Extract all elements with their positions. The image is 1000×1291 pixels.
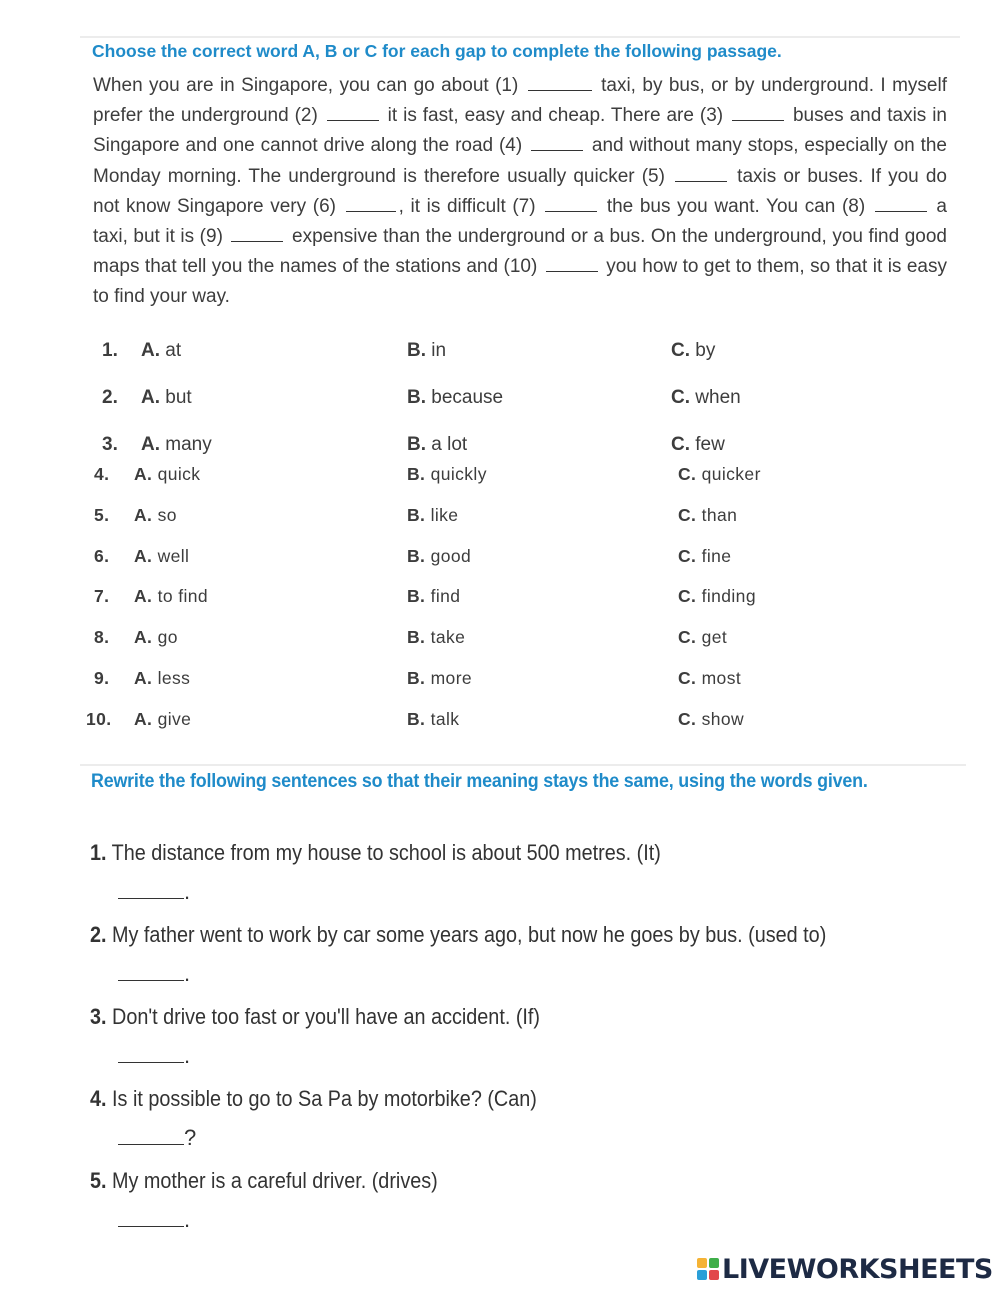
rewrite-sentence: [90, 840, 661, 866]
option-letter: C.: [678, 627, 697, 647]
option-b[interactable]: [407, 627, 465, 648]
answer-punctuation: .: [184, 961, 191, 986]
option-letter: B.: [407, 434, 426, 455]
top-divider: [80, 36, 960, 38]
option-letter: A.: [134, 464, 153, 484]
answer-blank[interactable]: [118, 1124, 184, 1145]
option-c[interactable]: [671, 340, 715, 362]
option-text: quicker: [701, 464, 761, 484]
option-text: give: [157, 709, 192, 729]
option-letter: A.: [141, 340, 160, 361]
option-text: like: [430, 505, 459, 525]
passage-gap[interactable]: [531, 136, 583, 151]
passage-text: When you are in Singapore, you can go about (1): [93, 75, 525, 96]
option-text: quick: [157, 464, 201, 484]
option-c[interactable]: [678, 586, 756, 607]
option-text: get: [701, 627, 728, 647]
option-text: than: [701, 505, 738, 525]
answer-blank[interactable]: [118, 878, 184, 899]
question-number: 5.: [94, 505, 110, 525]
logo-text: LIVEWORKSHEETS: [722, 1253, 993, 1285]
option-b[interactable]: [407, 340, 446, 362]
option-text: more: [430, 668, 473, 688]
option-text: a lot: [431, 434, 468, 455]
option-text: find: [430, 586, 461, 606]
logo-square: [709, 1258, 719, 1268]
option-a[interactable]: [134, 546, 189, 567]
passage-gap[interactable]: [528, 76, 592, 91]
passage-text: taxi, by bus, or by underground. I myself prefer the underground (2): [93, 75, 947, 127]
option-text: most: [701, 668, 742, 688]
option-text: quickly: [430, 464, 487, 484]
passage-gap[interactable]: [875, 197, 927, 212]
answer-punctuation: .: [184, 1207, 191, 1232]
option-text: less: [157, 668, 191, 688]
option-a[interactable]: [141, 340, 181, 362]
option-a[interactable]: [141, 387, 192, 409]
option-letter: C.: [671, 434, 690, 455]
answer-field[interactable]: [118, 960, 190, 987]
option-text: talk: [430, 709, 460, 729]
rewrite-number: 1.: [90, 840, 107, 865]
passage-text: buses and taxis in Singapore and one cannot drive along the road (4): [93, 105, 948, 157]
option-letter: B.: [407, 627, 426, 647]
option-letter: A.: [134, 586, 153, 606]
passage-gap[interactable]: [732, 106, 784, 121]
passage-text: expensive than the underground or a bus. On the underground, you find good maps that tell you the names of the stations and (10): [93, 226, 947, 278]
option-text: because: [431, 387, 504, 408]
option-c[interactable]: [678, 505, 737, 526]
option-text: finding: [701, 586, 756, 606]
passage-gap[interactable]: [231, 227, 283, 242]
rewrite-number: 2.: [90, 922, 107, 947]
option-text: few: [695, 434, 725, 455]
question-number: 3.: [102, 434, 118, 455]
option-letter: A.: [134, 709, 153, 729]
option-letter: A.: [134, 668, 153, 688]
option-c[interactable]: [678, 546, 731, 567]
logo-mark-icon: [697, 1258, 719, 1280]
option-a[interactable]: [134, 709, 191, 730]
answer-blank[interactable]: [118, 960, 184, 981]
option-letter: B.: [407, 546, 426, 566]
rewrite-text: My mother is a careful driver. (drives): [112, 1168, 438, 1193]
passage-text: and without many stops, especially on the Monday morning. The underground is therefore usually quicker (5): [93, 135, 947, 187]
rewrite-text: My father went to work by car some years ago, but now he goes by bus. (used to): [112, 922, 827, 947]
passage-text: , it is difficult (7): [398, 195, 543, 217]
answer-field[interactable]: [118, 1124, 196, 1151]
answer-punctuation: ?: [184, 1125, 197, 1150]
option-letter: C.: [678, 505, 697, 525]
option-text: in: [431, 340, 447, 361]
option-letter: B.: [407, 586, 426, 606]
question-number: 9.: [94, 668, 110, 688]
option-letter: C.: [678, 668, 697, 688]
section1-heading: Choose the correct word A, B or C for each gap to complete the following passage.: [92, 41, 782, 61]
answer-field[interactable]: [118, 1042, 190, 1069]
option-letter: C.: [671, 340, 690, 361]
option-letter: A.: [134, 546, 153, 566]
option-text: fine: [701, 546, 732, 566]
option-text: many: [165, 434, 212, 455]
option-letter: A.: [134, 627, 153, 647]
passage-gap[interactable]: [675, 167, 727, 182]
section2-heading: Rewrite the following sentences so that their meaning stays the same, using the words given.: [91, 771, 868, 792]
rewrite-text: Don't drive too fast or you'll have an accident. (If): [112, 1004, 541, 1029]
option-c[interactable]: [678, 464, 761, 485]
passage-text: you how to get to them, so that it is easy to find your way.: [93, 256, 948, 308]
option-letter: B.: [407, 340, 426, 361]
option-text: show: [701, 709, 745, 729]
option-letter: B.: [407, 505, 426, 525]
rewrite-sentence: [90, 1086, 537, 1112]
option-letter: C.: [678, 709, 697, 729]
option-text: well: [157, 546, 190, 566]
logo-square: [697, 1258, 707, 1268]
question-number: 8.: [94, 627, 110, 647]
option-a[interactable]: [134, 505, 177, 526]
option-a[interactable]: [134, 586, 208, 607]
option-b[interactable]: [407, 668, 472, 689]
option-c[interactable]: [671, 387, 741, 409]
option-text: so: [157, 505, 177, 525]
logo-square: [697, 1270, 707, 1280]
option-letter: C.: [671, 387, 690, 408]
option-letter: C.: [678, 464, 697, 484]
rewrite-number: 5.: [90, 1168, 107, 1193]
option-a[interactable]: [134, 627, 178, 648]
option-letter: A.: [134, 505, 153, 525]
question-number: 7.: [94, 586, 110, 606]
mid-divider: [80, 764, 966, 766]
passage-text: taxis or buses. If you do not know Singapore very (6): [93, 165, 947, 217]
answer-punctuation: .: [184, 1043, 191, 1068]
passage-gap[interactable]: [546, 257, 598, 272]
rewrite-number: 3.: [90, 1004, 107, 1029]
liveworksheets-logo: [697, 1254, 993, 1284]
option-text: by: [695, 340, 716, 361]
question-number: 10.: [86, 709, 112, 729]
question-number: 1.: [102, 340, 118, 361]
passage-text: the bus you want. You can (8): [600, 195, 872, 217]
rewrite-text: The distance from my house to school is about 500 metres. (It): [111, 840, 661, 865]
option-text: to find: [157, 586, 209, 606]
answer-blank[interactable]: [118, 1042, 184, 1063]
answer-field[interactable]: [118, 1206, 190, 1233]
logo-square: [709, 1270, 719, 1280]
option-letter: B.: [407, 668, 426, 688]
rewrite-text: Is it possible to go to Sa Pa by motorbike? (Can): [112, 1086, 537, 1111]
answer-field[interactable]: [118, 878, 190, 905]
option-letter: C.: [678, 586, 697, 606]
option-letter: A.: [141, 387, 160, 408]
option-text: good: [430, 546, 472, 566]
option-b[interactable]: [407, 505, 458, 526]
option-b[interactable]: [407, 434, 467, 456]
option-a[interactable]: [134, 668, 190, 689]
option-letter: B.: [407, 387, 426, 408]
option-letter: A.: [141, 434, 160, 455]
rewrite-sentence: [90, 1004, 540, 1030]
option-text: when: [695, 387, 741, 408]
option-b[interactable]: [407, 546, 471, 567]
question-number: 4.: [94, 464, 110, 484]
option-a[interactable]: [134, 464, 200, 485]
answer-punctuation: .: [184, 879, 191, 904]
option-c[interactable]: [671, 434, 725, 456]
option-letter: C.: [678, 546, 697, 566]
option-c[interactable]: [678, 627, 727, 648]
option-b[interactable]: [407, 464, 487, 485]
option-b[interactable]: [407, 709, 459, 730]
passage-gap[interactable]: [346, 197, 396, 212]
option-b[interactable]: [407, 586, 460, 607]
option-letter: B.: [407, 709, 426, 729]
answer-blank[interactable]: [118, 1206, 184, 1227]
question-number: 2.: [102, 387, 118, 408]
rewrite-sentence: [90, 922, 826, 948]
option-b[interactable]: [407, 387, 503, 409]
passage-text: a taxi, but it is (9): [93, 195, 947, 248]
option-c[interactable]: [678, 709, 744, 730]
reading-passage: [93, 71, 947, 313]
option-text: at: [165, 340, 182, 361]
rewrite-sentence: [90, 1168, 438, 1194]
passage-gap[interactable]: [327, 106, 379, 121]
option-text: go: [157, 627, 178, 647]
option-text: take: [430, 627, 466, 647]
option-letter: B.: [407, 464, 426, 484]
option-a[interactable]: [141, 434, 212, 456]
passage-gap[interactable]: [545, 197, 597, 212]
option-c[interactable]: [678, 668, 741, 689]
rewrite-number: 4.: [90, 1086, 107, 1111]
question-number: 6.: [94, 546, 110, 566]
passage-text: it is fast, easy and cheap. There are (3): [381, 105, 730, 127]
option-text: but: [165, 387, 192, 408]
